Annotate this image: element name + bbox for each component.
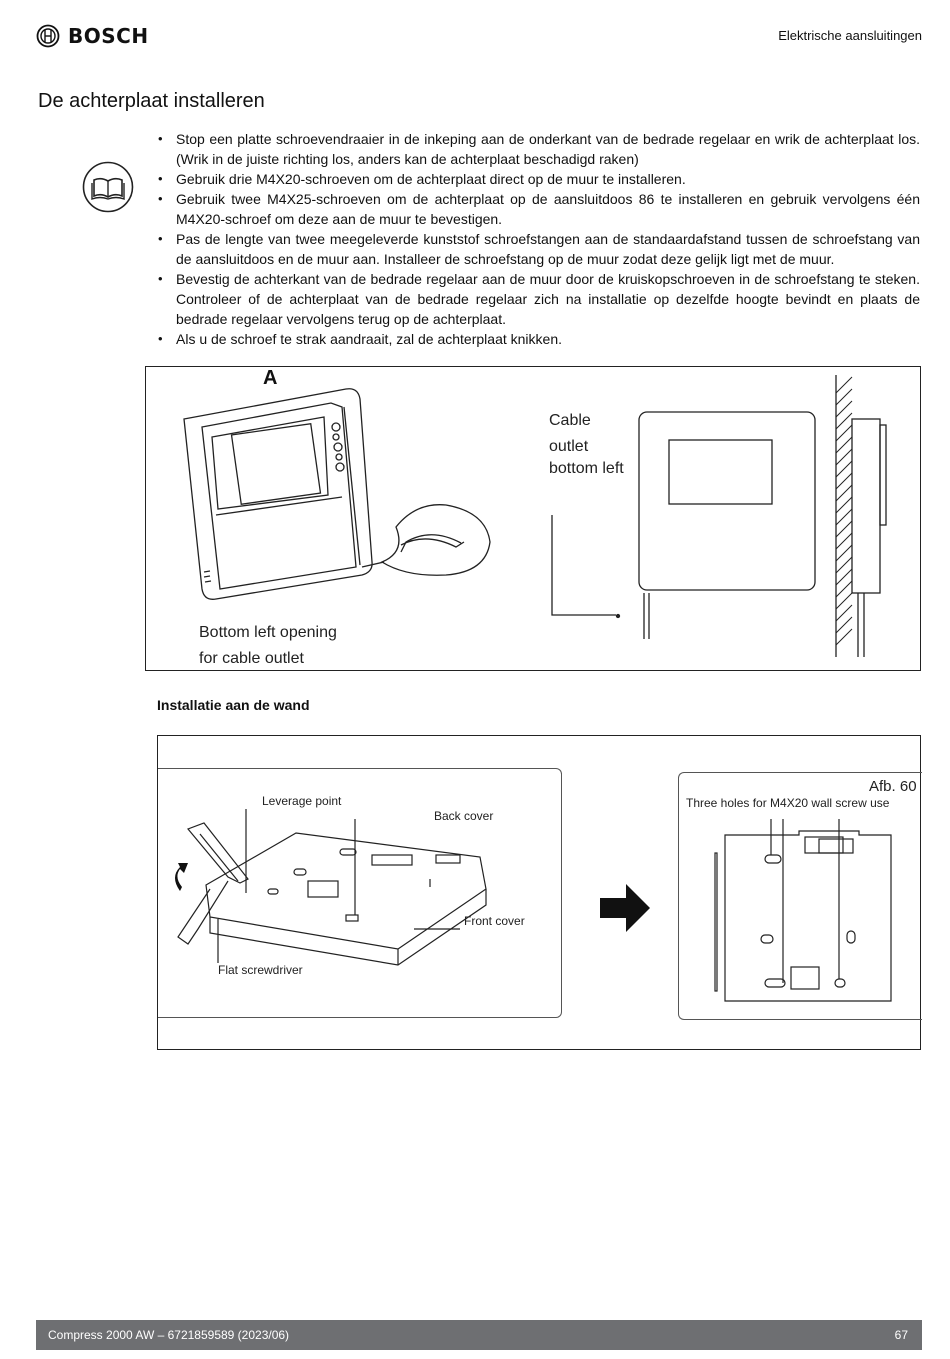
list-item: • Pas de lengte van twee meegeleverde kunststof schroefstangen aan de standaardafstand tussen de schroefstang van de aansluitdoos en de muur aan. Installeer de schroefstang op de muur zodat deze gelijk ligt met de muur. bbox=[156, 229, 920, 269]
back-cover-label: Back cover bbox=[434, 809, 494, 823]
arrow-right-icon bbox=[600, 884, 650, 932]
label-line: for cable outlet bbox=[199, 650, 304, 667]
removal-drawing bbox=[158, 769, 562, 1019]
three-holes-label: Three holes for M4X20 wall screw use bbox=[686, 796, 890, 810]
figure-b bbox=[157, 735, 921, 1050]
cable-outlet-label bbox=[549, 408, 624, 482]
list-item: • Stop een platte schroevendraaier in de inkeping aan de onderkant van de bedrade regelaar en wrik de achterplaat los. (Wrik in de juiste richting los, anders kan de achterplaat beschadigd raken) bbox=[156, 129, 920, 169]
list-item: • Als u de schroef te strak aandraait, zal de achterplaat knikken. bbox=[156, 329, 920, 349]
bosch-logo bbox=[36, 24, 149, 48]
flat-screwdriver-label: Flat screwdriver bbox=[218, 963, 303, 977]
label-line: bottom left bbox=[549, 460, 624, 477]
document-id: Compress 2000 AW – 6721859589 (2023/06) bbox=[48, 1328, 290, 1342]
page-footer bbox=[36, 1320, 922, 1350]
page-number: 67 bbox=[894, 1328, 908, 1342]
section-subtitle: Installatie aan de wand bbox=[157, 697, 310, 713]
figure-letter: A bbox=[263, 367, 278, 389]
opening-label bbox=[199, 620, 337, 672]
list-item: • Gebruik drie M4X20-schroeven om de achterplaat direct op de muur te installeren. bbox=[156, 169, 920, 189]
list-item: • Bevestig de achterkant van de bedrade regelaar aan de muur door de kruiskopschroeven in de schroefstang te steken. Controleer of de achterplaat van de bedrade regelaar zich na installatie op dezelfde hoogte bevindt en plaats de bedrade regelaar vervolgens terug op de achterplaat. bbox=[156, 269, 920, 329]
leverage-point-label: Leverage point bbox=[262, 794, 342, 808]
wall-plate-panel bbox=[678, 772, 922, 1020]
page-title: De achterplaat installeren bbox=[38, 90, 265, 112]
brand-name: BOSCH bbox=[68, 24, 149, 48]
figure-a bbox=[145, 366, 921, 671]
removal-panel bbox=[158, 768, 562, 1018]
book-icon bbox=[82, 161, 134, 213]
wall-plate-drawing bbox=[679, 773, 923, 1021]
instruction-list bbox=[156, 129, 920, 349]
label-line: outlet bbox=[549, 438, 589, 455]
page-header bbox=[36, 24, 922, 50]
front-cover-label: Front cover bbox=[464, 914, 525, 928]
bosch-armature-icon bbox=[36, 24, 60, 48]
figure-number: Afb. 60 bbox=[869, 778, 917, 795]
list-item: • Gebruik twee M4X25-schroeven om de achterplaat op de aansluitdoos 86 te installeren en gebruik vervolgens één M4X20-schroef om deze aan de muur te bevestigen. bbox=[156, 189, 920, 229]
label-line: Cable bbox=[549, 412, 591, 429]
label-line: Bottom left opening bbox=[199, 624, 337, 641]
rotate-arrow-icon bbox=[175, 863, 188, 891]
section-name: Elektrische aansluitingen bbox=[778, 28, 922, 43]
